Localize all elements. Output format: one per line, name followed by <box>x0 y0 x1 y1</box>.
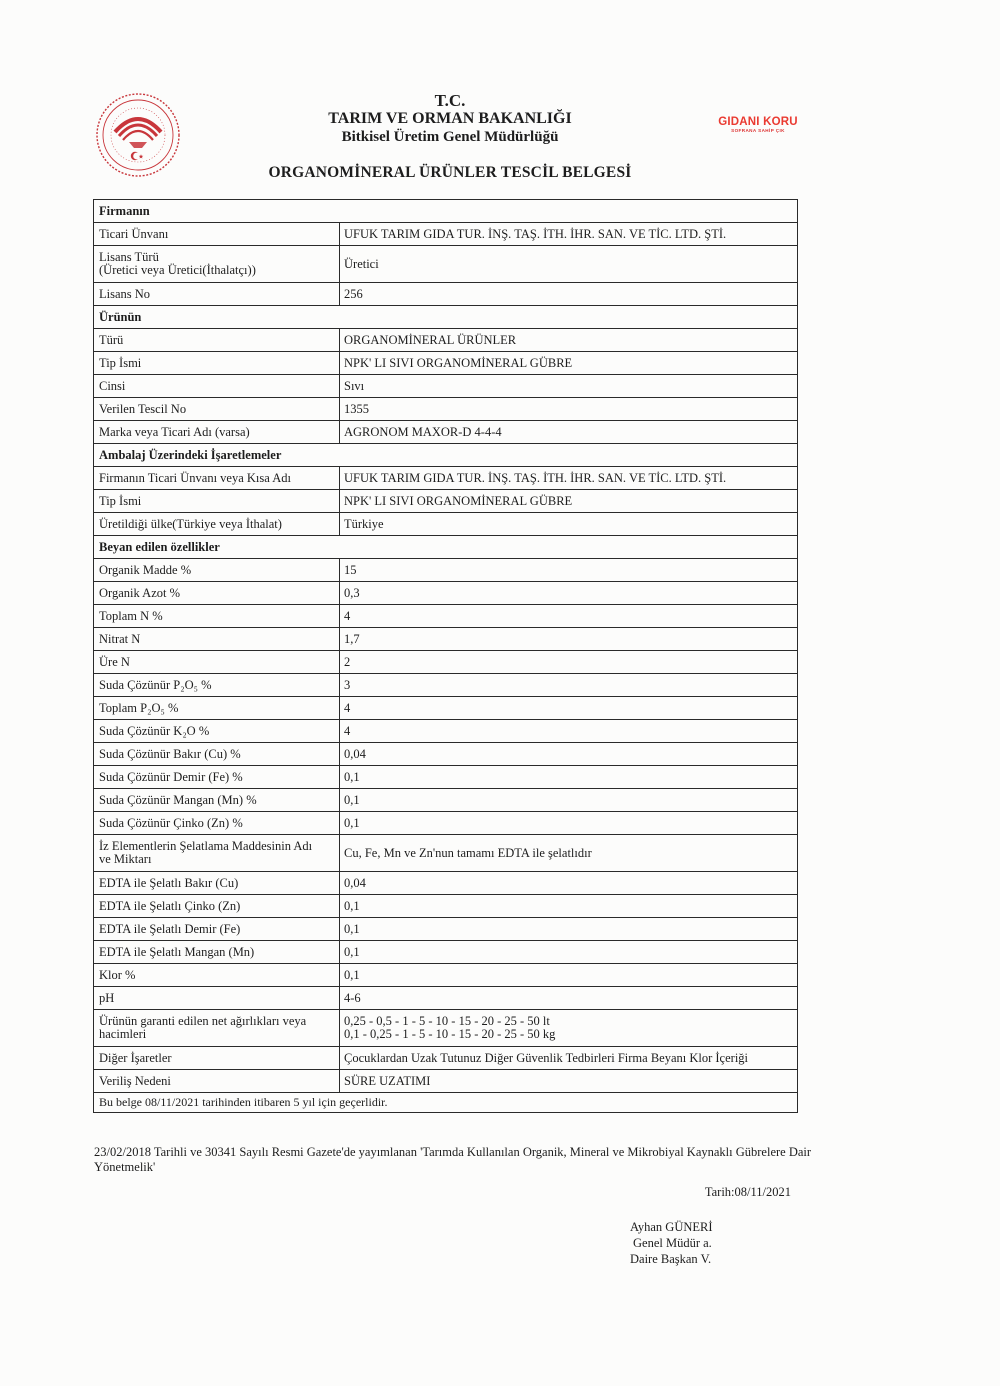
field-label: Toplam N % <box>94 605 340 628</box>
table-row <box>94 582 798 605</box>
field-label: Nitrat N <box>94 628 340 651</box>
field-value: UFUK TARIM GIDA TUR. İNŞ. TAŞ. İTH. İHR. SAN. VE TİC. LTD. ŞTİ. <box>340 223 798 246</box>
field-value: 0,1 <box>340 895 798 918</box>
field-label: Verilen Tescil No <box>94 398 340 421</box>
field-label: Firmanın Ticari Ünvanı veya Kısa Adı <box>94 467 340 490</box>
table-row <box>94 674 798 697</box>
field-label: EDTA ile Şelatlı Bakır (Cu) <box>94 872 340 895</box>
field-label: Ürünün garanti edilen net ağırlıkları veya hacimleri <box>94 1010 340 1047</box>
table-row <box>94 375 798 398</box>
table-row <box>94 223 798 246</box>
section-header-row <box>94 536 798 559</box>
table-row <box>94 1010 798 1047</box>
table-row <box>94 651 798 674</box>
field-value: SÜRE UZATIMI <box>340 1070 798 1093</box>
section-title: Firmanın <box>94 200 798 223</box>
table-row <box>94 329 798 352</box>
table-row <box>94 766 798 789</box>
ministry-seal-icon <box>95 92 181 178</box>
field-label: Diğer İşaretler <box>94 1047 340 1070</box>
signatory-title-2: Daire Başkan V. <box>630 1252 712 1266</box>
gidani-koru-logo <box>708 116 808 133</box>
table-row <box>94 1047 798 1070</box>
field-value: Üretici <box>340 246 798 283</box>
table-row <box>94 467 798 490</box>
field-label: Suda Çözünür Mangan (Mn) % <box>94 789 340 812</box>
field-label: Cinsi <box>94 375 340 398</box>
logo-subtext: SOFRANA SAHİP ÇIK <box>731 128 785 133</box>
field-label: Veriliş Nedeni <box>94 1070 340 1093</box>
logo-text: GIDANI KORU <box>718 116 798 128</box>
signatory-title-1: Genel Müdür a. <box>633 1236 712 1250</box>
field-label: Ticari Ünvanı <box>94 223 340 246</box>
table-row <box>94 812 798 835</box>
field-label: Toplam P₂O₅ % <box>94 697 340 720</box>
field-value: 0,1 <box>340 918 798 941</box>
field-value: NPK' LI SIVI ORGANOMİNERAL GÜBRE <box>340 352 798 375</box>
field-label: EDTA ile Şelatlı Demir (Fe) <box>94 918 340 941</box>
table-row <box>94 895 798 918</box>
table-row <box>94 421 798 444</box>
field-value: ORGANOMİNERAL ÜRÜNLER <box>340 329 798 352</box>
field-value: 0,1 <box>340 964 798 987</box>
field-value: 4 <box>340 605 798 628</box>
section-title: Ambalaj Üzerindeki İşaretlemeler <box>94 444 798 467</box>
directorate-name: Bitkisel Üretim Genel Müdürlüğü <box>341 129 559 145</box>
field-label: pH <box>94 987 340 1010</box>
field-label: Lisans Türü (Üretici veya Üretici(İthalatçı)) <box>94 246 340 283</box>
field-label: Tip İsmi <box>94 490 340 513</box>
field-value: 4 <box>340 697 798 720</box>
section-title: Beyan edilen özellikler <box>94 536 798 559</box>
field-label: EDTA ile Şelatlı Mangan (Mn) <box>94 941 340 964</box>
field-value: 0,1 <box>340 941 798 964</box>
regulation-note: 23/02/2018 Tarihli ve 30341 Sayılı Resmi Gazete'de yayımlanan 'Tarımda Kullanılan Organik, Mineral ve Mikrobiyal Kaynaklı Gübrelere Dair Yönetmelik' <box>94 1145 812 1174</box>
field-value: Türkiye <box>340 513 798 536</box>
field-value: 2 <box>340 651 798 674</box>
table-row <box>94 490 798 513</box>
field-value: AGRONOM MAXOR-D 4-4-4 <box>340 421 798 444</box>
field-label: İz Elementlerin Şelatlama Maddesinin Adı ve Miktarı <box>94 835 340 872</box>
table-row <box>94 835 798 872</box>
field-label: Suda Çözünür Demir (Fe) % <box>94 766 340 789</box>
issue-date: Tarih:08/11/2021 <box>704 1185 791 1199</box>
field-value: 0,1 <box>340 766 798 789</box>
header-tc: T.C. <box>434 91 466 110</box>
table-row <box>94 872 798 895</box>
field-value: UFUK TARIM GIDA TUR. İNŞ. TAŞ. İTH. İHR. SAN. VE TİC. LTD. ŞTİ. <box>340 467 798 490</box>
registration-table <box>93 199 798 1113</box>
field-label: Suda Çözünür Bakır (Cu) % <box>94 743 340 766</box>
table-row <box>94 398 798 421</box>
table-row <box>94 720 798 743</box>
table-row <box>94 559 798 582</box>
table-row <box>94 283 798 306</box>
field-label: Türü <box>94 329 340 352</box>
field-value: 0,25 - 0,5 - 1 - 5 - 10 - 15 - 20 - 25 - 50 lt 0,1 - 0,25 - 1 - 5 - 10 - 15 - 20 - 25 - 50 kg <box>340 1010 798 1047</box>
field-value: 1355 <box>340 398 798 421</box>
field-label: Klor % <box>94 964 340 987</box>
field-value: 15 <box>340 559 798 582</box>
table-row <box>94 628 798 651</box>
table-row <box>94 1070 798 1093</box>
signature-block <box>630 1219 713 1267</box>
table-row <box>94 697 798 720</box>
field-label: Organik Madde % <box>94 559 340 582</box>
table-row <box>94 605 798 628</box>
field-value: 4 <box>340 720 798 743</box>
field-value: NPK' LI SIVI ORGANOMİNERAL GÜBRE <box>340 490 798 513</box>
table-row <box>94 918 798 941</box>
field-label: Üretildiği ülke(Türkiye veya İthalat) <box>94 513 340 536</box>
table-row <box>94 987 798 1010</box>
table-row <box>94 964 798 987</box>
validity-row <box>94 1093 798 1113</box>
table-row <box>94 941 798 964</box>
field-value: Çocuklardan Uzak Tutunuz Diğer Güvenlik Tedbirleri Firma Beyanı Klor İçeriği <box>340 1047 798 1070</box>
field-value: Cu, Fe, Mn ve Zn'nun tamamı EDTA ile şelatlıdır <box>340 835 798 872</box>
table-row <box>94 513 798 536</box>
field-value: 0,04 <box>340 872 798 895</box>
field-label: Lisans No <box>94 283 340 306</box>
field-value: 256 <box>340 283 798 306</box>
field-value: 1,7 <box>340 628 798 651</box>
field-value: Sıvı <box>340 375 798 398</box>
table-row <box>94 352 798 375</box>
field-label: EDTA ile Şelatlı Çinko (Zn) <box>94 895 340 918</box>
field-label: Suda Çözünür K₂O % <box>94 720 340 743</box>
field-label: Suda Çözünür Çinko (Zn) % <box>94 812 340 835</box>
section-header-row <box>94 444 798 467</box>
field-label: Üre N <box>94 651 340 674</box>
section-title: Ürünün <box>94 306 798 329</box>
field-value: 0,04 <box>340 743 798 766</box>
document-title: ORGANOMİNERAL ÜRÜNLER TESCİL BELGESİ <box>268 164 632 181</box>
table-row <box>94 743 798 766</box>
field-label: Marka veya Ticari Adı (varsa) <box>94 421 340 444</box>
field-value: 4-6 <box>340 987 798 1010</box>
field-label: Tip İsmi <box>94 352 340 375</box>
field-value: 0,1 <box>340 789 798 812</box>
field-label: Suda Çözünür P₂O₅ % <box>94 674 340 697</box>
ministry-name: TARIM VE ORMAN BAKANLIĞI <box>328 110 572 127</box>
field-value: 0,3 <box>340 582 798 605</box>
field-label: Organik Azot % <box>94 582 340 605</box>
field-value: 3 <box>340 674 798 697</box>
section-header-row <box>94 200 798 223</box>
validity-text: Bu belge 08/11/2021 tarihinden itibaren 5 yıl için geçerlidir. <box>94 1093 798 1113</box>
table-row <box>94 789 798 812</box>
section-header-row <box>94 306 798 329</box>
table-row <box>94 246 798 283</box>
field-value: 0,1 <box>340 812 798 835</box>
signatory-name: Ayhan GÜNERİ <box>630 1220 713 1234</box>
